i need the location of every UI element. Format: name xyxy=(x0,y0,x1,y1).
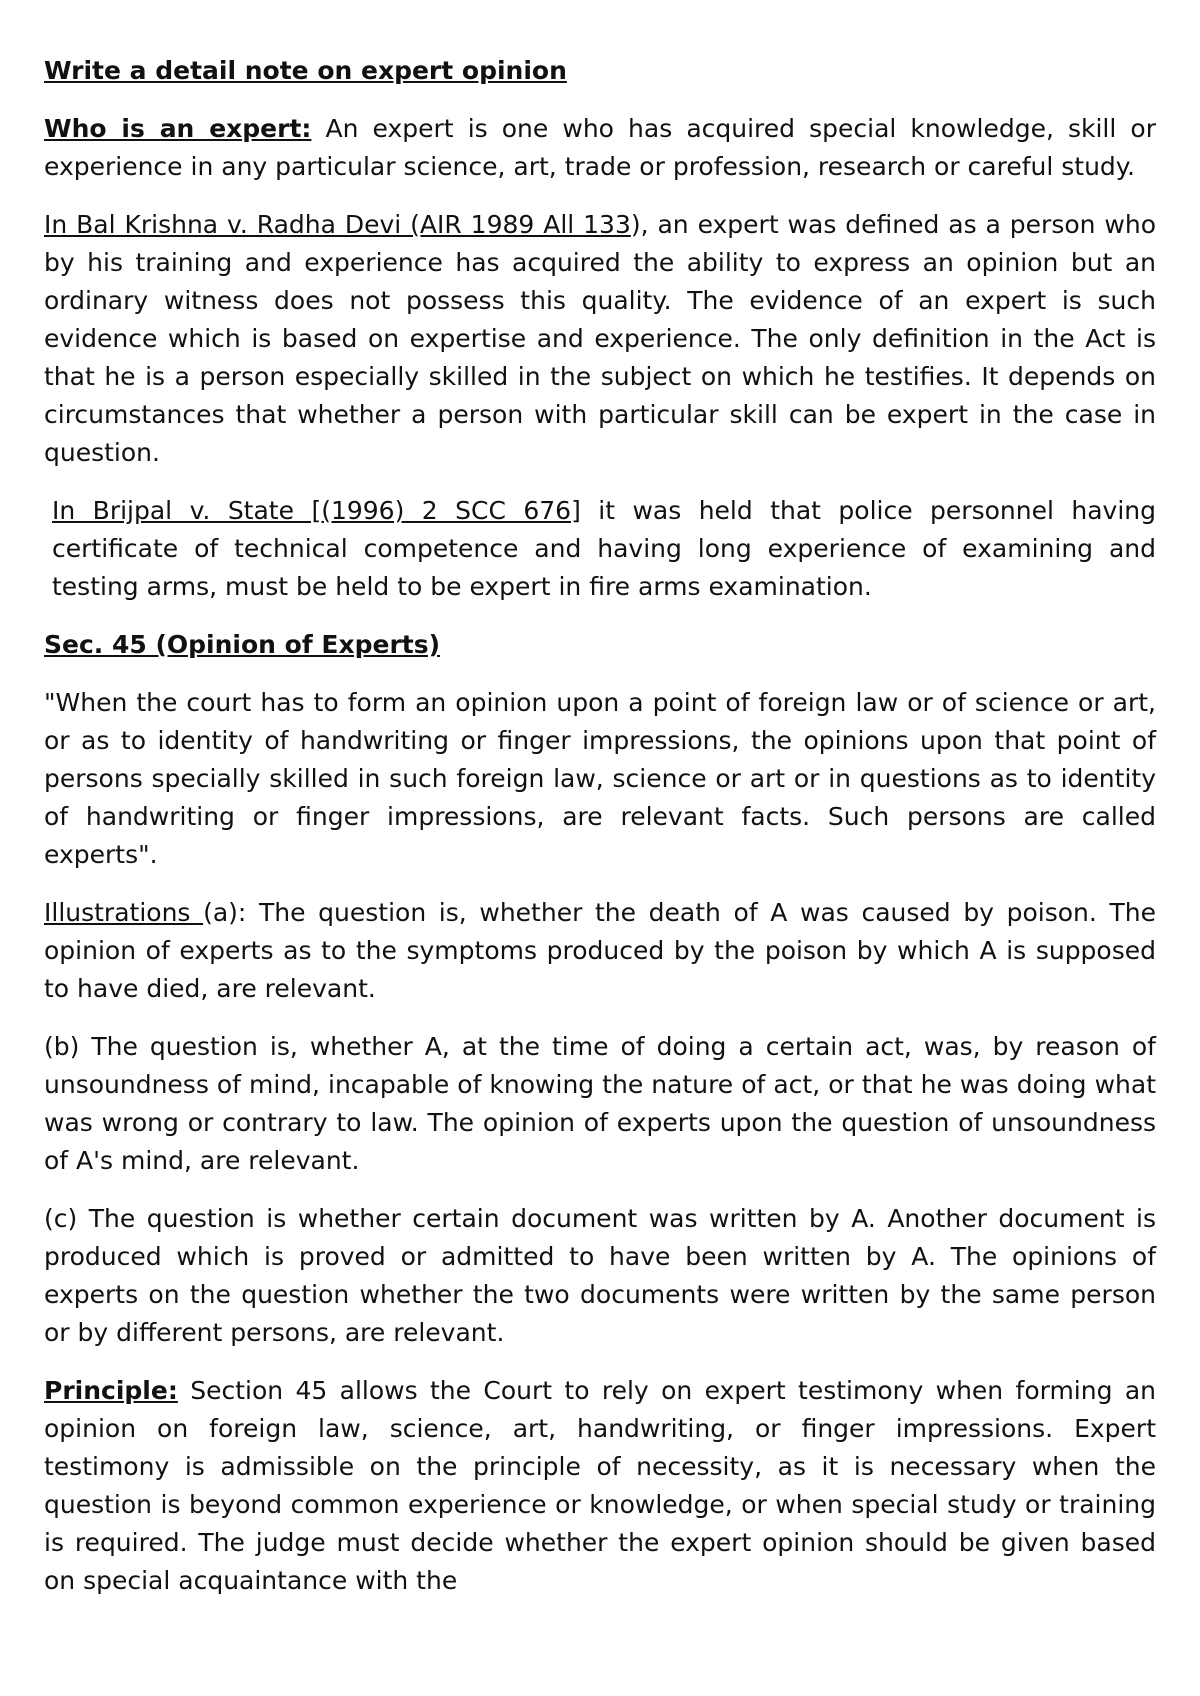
principle-text: Section 45 allows the Court to rely on expert testimony when forming an opinion on foreign law, science, art, handwriting, or finger impressions. Expert testimony is admissible on the principle of necessity, as it is necessary when the question is beyond common experience or knowledge, or when special study or training is required. The judge must decide whether the expert opinion should be given based on special acquaintance with the xyxy=(44,1376,1156,1595)
illustration-a-text: (a): The question is, whether the death of A was caused by poison. The opinion of experts as to the symptoms produced by the poison by which A is supposed to have died, are relevant. xyxy=(44,898,1156,1003)
principle-label: Principle: xyxy=(44,1376,178,1405)
sec45-quote: "When the court has to form an opinion upon a point of foreign law or of science or art, or as to identity of handwriting or finger impressions, the opinions upon that point of persons specially skilled in such foreign law, science or art or in questions as to identity of handwriting or finger impressions, are relevant facts. Such persons are called experts". xyxy=(44,688,1156,869)
who-is-expert-text: An expert is one who has acquired special knowledge, skill or experience in any particular science, art, trade or profession, research or careful study. xyxy=(44,114,1156,181)
principle-paragraph xyxy=(44,1372,1156,1600)
bal-krishna-paragraph xyxy=(44,206,1156,472)
bal-krishna-citation: In Bal Krishna v. Radha Devi (AIR 1989 All 133 xyxy=(44,210,631,239)
illustrations-label: Illustrations xyxy=(44,898,204,927)
illustration-c-paragraph: (c) The question is whether certain document was written by A. Another document is produced which is proved or admitted to have been written by A. The opinions of experts on the question whether the two documents were written by the same person or by different persons, are relevant. xyxy=(44,1204,1156,1347)
document-title: Write a detail note on expert opinion xyxy=(44,56,567,85)
who-is-expert-paragraph xyxy=(44,110,1156,186)
brijpal-paragraph xyxy=(44,492,1156,606)
who-is-expert-label: Who is an expert: xyxy=(44,114,312,143)
bal-krishna-text: ), an expert was defined as a person who by his training and experience has acquired the ability to express an opinion but an ordinary witness does not possess this quality. The evidence of an expert is such evidence which is based on expertise and experience. The only definition in the Act is that he is a person especially skilled in the subject on which he testifies. It depends on circumstances that whether a person with particular skill can be expert in the case in question. xyxy=(44,210,1156,467)
document-page xyxy=(44,52,1156,1620)
brijpal-citation: In Brijpal v. State [(1996) 2 SCC 676] xyxy=(52,496,581,525)
illustration-b-paragraph: (b) The question is, whether A, at the time of doing a certain act, was, by reason of unsoundness of mind, incapable of knowing the nature of act, or that he was doing what was wrong or contrary to law. The opinion of experts upon the question of unsoundness of A's mind, are relevant. xyxy=(44,1032,1156,1175)
illustration-a-paragraph xyxy=(44,894,1156,1008)
brijpal-text: it was held that police personnel having certificate of technical competence and having long experience of examining and testing arms, must be held to be expert in fire arms examination. xyxy=(52,496,1156,601)
sec45-heading: Sec. 45 (Opinion of Experts) xyxy=(44,630,441,659)
